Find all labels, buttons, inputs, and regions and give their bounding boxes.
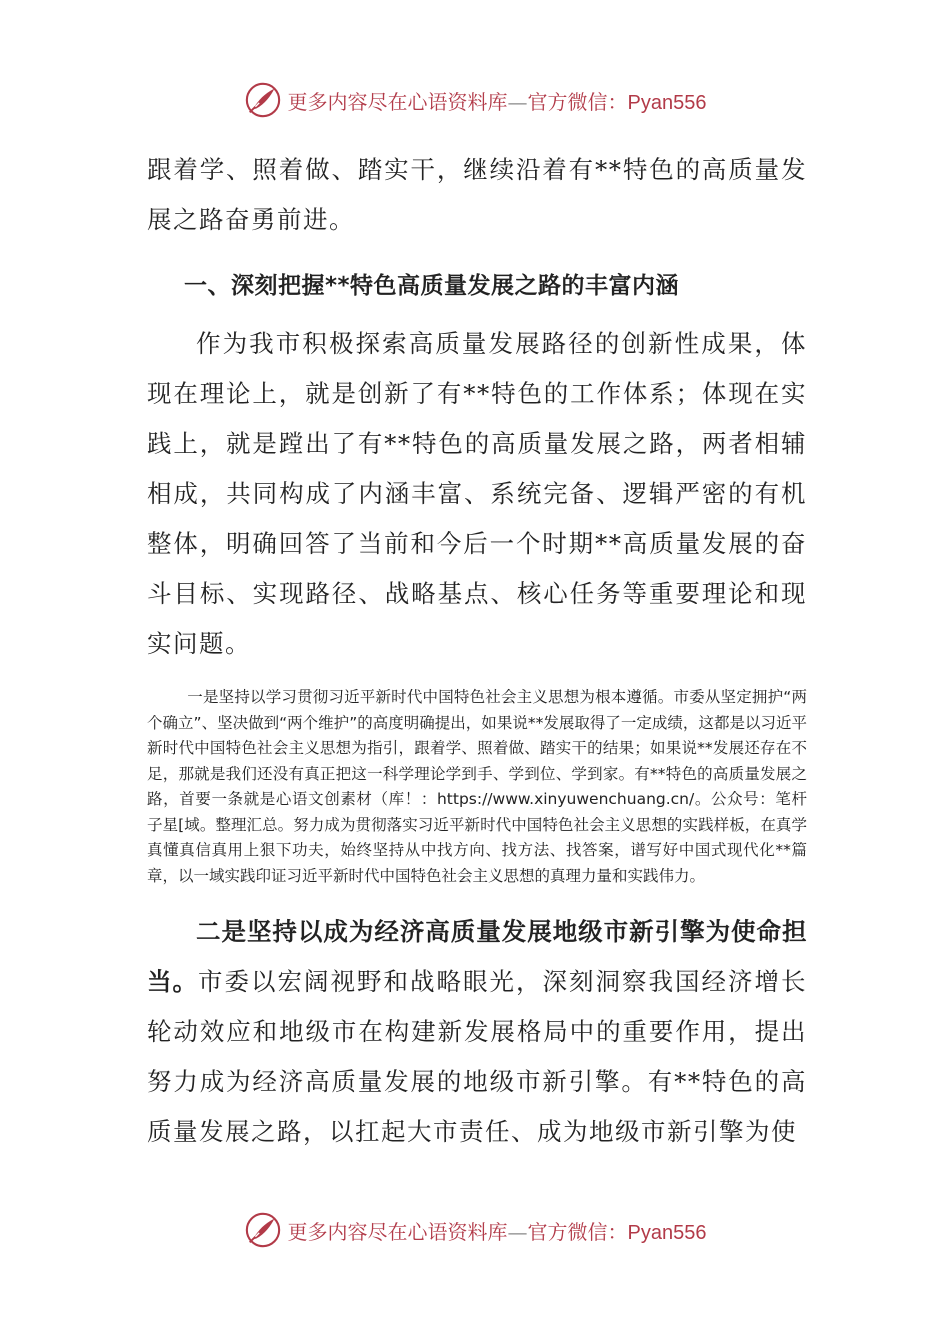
document-body bbox=[147, 145, 807, 1157]
banner-dash: — bbox=[507, 1219, 528, 1244]
quill-logo-icon bbox=[244, 1211, 282, 1249]
paragraph-intro: 作为我市积极探索高质量发展路径的创新性成果，体现在理论上，就是创新了有**特色的工作体系；体现在实践上，就是蹚出了有**特色的高质量发展之路，两者相辅相成，共同构成了内涵丰富、系统完备、逻辑严密的有机整体，明确回答了当前和今后一个时期**高质量发展的奋斗目标、实现路径、战略基点、核心任务等重要理论和现实问题。 bbox=[147, 329, 807, 658]
banner-account: Pyan556 bbox=[627, 91, 707, 114]
banner-prefix: 更多内容尽在心语资料库 bbox=[287, 89, 508, 114]
point-2-text: 市委以宏阔视野和战略眼光，深刻洞察我国经济增长轮动效应和地级市在构建新发展格局中的重要作用，提出努力成为经济高质量发展的地级市新引擎。有**特色的高质量发展之路，以扛起大市责任、成为地级市新引擎为使 bbox=[147, 967, 807, 1146]
banner-suffix: 官方微信： bbox=[527, 89, 628, 114]
banner-account: Pyan556 bbox=[627, 1221, 707, 1244]
paragraph-continuation: 跟着学、照着做、踏实干，继续沿着有**特色的高质量发展之路奋勇前进。 bbox=[147, 155, 807, 234]
footer-watermark-banner bbox=[0, 1210, 950, 1250]
header-watermark-banner bbox=[0, 80, 950, 120]
banner-text bbox=[288, 86, 707, 115]
paragraph-point-2 bbox=[147, 907, 807, 1157]
point-2-title: 二是坚持以成为经济高质量发展地级市新引擎为使命担当。 bbox=[147, 917, 807, 996]
banner-suffix: 官方微信： bbox=[527, 1219, 628, 1244]
section-heading-1: 一、深刻把握**特色高质量发展之路的丰富内涵 bbox=[184, 273, 680, 299]
banner-text bbox=[288, 1216, 707, 1245]
paragraph-point-1: 一是坚持以学习贯彻习近平新时代中国特色社会主义思想为根本遵循。市委从坚定拥护“两个确立”、坚决做到“两个维护”的高度明确提出，如果说**发展取得了一定成绩，这都是以习近平新时代中国特色社会主义思想为指引，跟着学、照着做、踏实干的结果；如果说**发展还存在不足，那就是我们还没有真正把这一科学理论学到手、学到位、学到家。有**特色的高质量发展之路，首要一条就是心语文创素材（库！：https://www.xinyuwenchuang.cn/。公众号：笔杆子星[域。整理汇总。努力成为贯彻落实习近平新时代中国特色社会主义思想的实践样板，在真学真懂真信真用上狠下功夫，始终坚持从中找方向、找方法、找答案，谱写好中国式现代化**篇章，以一域实践印证习近平新时代中国特色社会主义思想的真理力量和实践伟力。 bbox=[147, 688, 807, 885]
quill-logo-icon bbox=[244, 81, 282, 119]
banner-dash: — bbox=[507, 89, 528, 114]
banner-prefix: 更多内容尽在心语资料库 bbox=[287, 1219, 508, 1244]
